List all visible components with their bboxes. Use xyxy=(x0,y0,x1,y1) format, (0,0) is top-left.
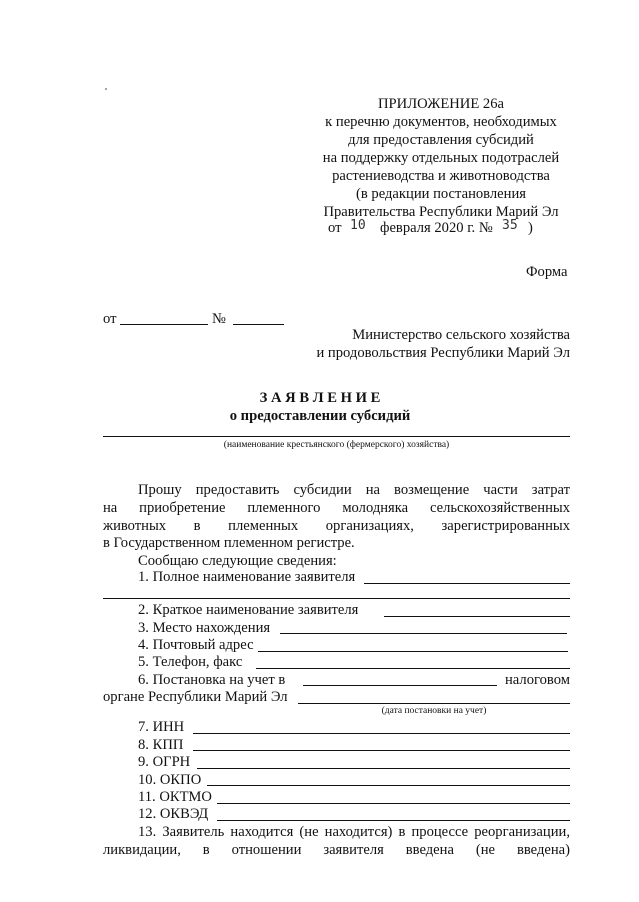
field-6-authority-line[interactable] xyxy=(303,685,497,686)
appendix-date-text: февраля 2020 г. № xyxy=(380,220,493,236)
field-1-label: 1. Полное наименование заявителя xyxy=(138,569,356,585)
request-line-4: в Государственном племенном регистре. xyxy=(103,535,355,551)
field-11-input-line[interactable] xyxy=(217,803,570,804)
document-subtitle: о предоставлении субсидий xyxy=(229,408,411,424)
appendix-line-7: Правительства Республики Марий Эл xyxy=(323,204,559,220)
field-8-label: 8. КПП xyxy=(138,737,184,753)
field-8-input-line[interactable] xyxy=(193,750,570,751)
farm-name-caption: (наименование крестьянского (фермерского) хозяйства) xyxy=(223,440,450,450)
field-10-input-line[interactable] xyxy=(207,785,570,786)
inform-text: Сообщаю следующие сведения: xyxy=(138,553,337,569)
field-4-input-line[interactable] xyxy=(258,651,568,652)
farm-name-line xyxy=(103,436,570,437)
field-1-continuation-line[interactable] xyxy=(103,598,570,599)
field-13-line-1: 13. Заявитель находится (не находится) в процессе реорганизации, xyxy=(138,824,570,840)
request-line-2: на приобретение племенного молодняка сельскохозяйственных xyxy=(103,500,570,516)
field-2-label: 2. Краткое наименование заявителя xyxy=(138,602,359,618)
field-13-line-2: ликвидации, в отношении заявителя введена (не введена) xyxy=(103,842,570,858)
appendix-date-close: ) xyxy=(528,220,533,236)
field-6-label-start: 6. Постановка на учет в xyxy=(138,672,286,688)
reg-date-line xyxy=(120,324,208,325)
appendix-line-6: (в редакции постановления xyxy=(356,186,526,202)
appendix-date-day: 10 xyxy=(350,218,366,233)
reg-number-line xyxy=(233,324,284,325)
field-6-label-end: налоговом xyxy=(505,672,570,688)
field-12-label: 12. ОКВЭД xyxy=(138,806,209,822)
appendix-line-1: ПРИЛОЖЕНИЕ 26а xyxy=(378,96,504,112)
field-7-input-line[interactable] xyxy=(193,733,570,734)
form-label: Форма xyxy=(526,264,568,280)
appendix-line-5: растениеводства и животноводства xyxy=(332,168,550,184)
appendix-line-3: для предоставления субсидий xyxy=(348,132,534,148)
appendix-line-4: на поддержку отдельных подотраслей xyxy=(322,150,560,166)
field-3-input-line[interactable] xyxy=(280,633,567,634)
field-9-input-line[interactable] xyxy=(197,768,570,769)
field-3-label: 3. Место нахождения xyxy=(138,620,271,636)
reg-number-label: № xyxy=(212,311,226,327)
field-6-date-line[interactable] xyxy=(298,703,570,704)
field-5-label: 5. Телефон, факс xyxy=(138,654,243,670)
field-6-label-cont: органе Республики Марий Эл xyxy=(103,689,288,705)
request-line-1: Прошу предоставить субсидии на возмещение части затрат xyxy=(138,482,570,498)
field-1-input-line[interactable] xyxy=(364,583,570,584)
field-11-label: 11. ОКТМО xyxy=(138,789,212,805)
appendix-date-prefix: от xyxy=(328,220,342,236)
request-line-3: животных в племенных организациях, зарегистрированных xyxy=(103,518,570,534)
field-9-label: 9. ОГРН xyxy=(138,754,191,770)
appendix-line-2: к перечню документов, необходимых xyxy=(325,114,557,130)
field-6-caption: (дата постановки на учет) xyxy=(381,706,487,716)
field-4-label: 4. Почтовый адрес xyxy=(138,637,254,653)
addressee-line-1: Министерство сельского хозяйства xyxy=(352,327,570,343)
field-2-input-line[interactable] xyxy=(384,616,570,617)
field-10-label: 10. ОКПО xyxy=(138,772,202,788)
reg-from-label: от xyxy=(103,311,117,327)
field-7-label: 7. ИНН xyxy=(138,719,185,735)
field-5-input-line[interactable] xyxy=(256,668,570,669)
addressee-line-2: и продовольствия Республики Марий Эл xyxy=(316,345,570,361)
document-title: З А Я В Л Е Н И Е xyxy=(259,390,381,406)
scan-speck xyxy=(105,88,107,90)
appendix-date-number: 35 xyxy=(502,218,518,233)
field-12-input-line[interactable] xyxy=(217,820,570,821)
